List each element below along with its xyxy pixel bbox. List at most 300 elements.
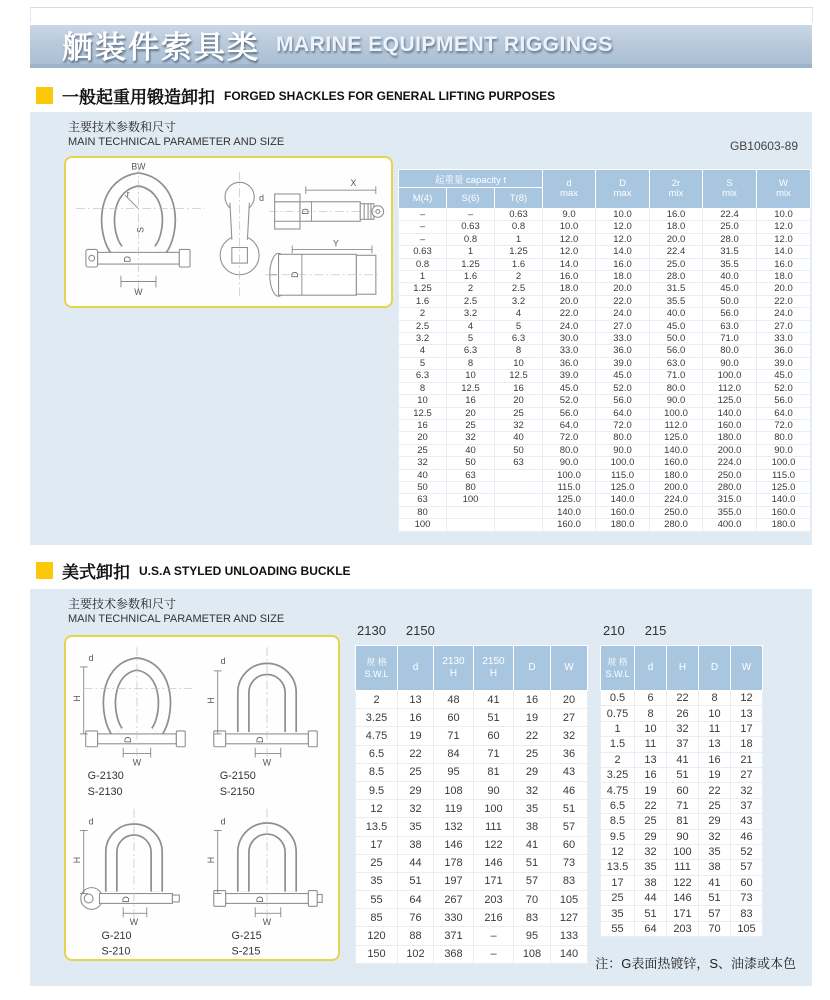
col-2150-h: 2150 H — [474, 646, 514, 691]
table-cell: 4 — [447, 320, 495, 332]
table-cell: 200.0 — [650, 481, 703, 493]
table-cell: 22 — [699, 783, 731, 798]
table-cell: 125.0 — [703, 395, 757, 407]
table-row — [399, 382, 811, 394]
table-cell: 40.0 — [703, 271, 757, 283]
table-cell: 43 — [551, 763, 588, 781]
dim-label-w: W — [262, 757, 272, 768]
table-row — [601, 752, 763, 767]
section2-title-zh: 美式卸扣 — [62, 563, 130, 582]
table-cell: 90.0 — [650, 395, 703, 407]
table-cell: 115.0 — [596, 469, 650, 481]
dim-label-y: Y — [333, 238, 339, 249]
table-cell: 57 — [514, 872, 551, 890]
table-cell: 3.2 — [495, 295, 543, 307]
table-row — [399, 457, 811, 469]
table-cell: 27.0 — [757, 320, 811, 332]
yellow-bullet-icon — [36, 562, 53, 579]
dim-label-w: W — [134, 287, 143, 298]
table-row — [356, 763, 588, 781]
table-cell: 115.0 — [757, 469, 811, 481]
table-cell: 100 — [667, 844, 699, 859]
table-cell: 50.0 — [703, 295, 757, 307]
table-cell: 25 — [514, 745, 551, 763]
dim-label-w: W — [262, 917, 272, 928]
table-cell: 80.0 — [757, 432, 811, 444]
table-cell: 160.0 — [650, 457, 703, 469]
table-cell: 64.0 — [757, 407, 811, 419]
table-cell: 80 — [447, 481, 495, 493]
table-cell: 25 — [399, 444, 447, 456]
table-cell: 38 — [635, 875, 667, 890]
table-cell: 41 — [699, 875, 731, 890]
table2-header — [356, 646, 588, 691]
table-cell: 0.5 — [601, 691, 635, 706]
table-cell: 6.5 — [601, 798, 635, 813]
table-cell: 112.0 — [703, 382, 757, 394]
table-cell: 35.5 — [650, 295, 703, 307]
table-cell: 280.0 — [703, 481, 757, 493]
table-cell: 63 — [447, 469, 495, 481]
table-row — [356, 691, 588, 709]
table-cell: 12.5 — [495, 370, 543, 382]
table-cell: 3.25 — [601, 767, 635, 782]
table-cell: 100.0 — [596, 457, 650, 469]
table-cell — [495, 519, 543, 531]
table-cell: 90 — [474, 781, 514, 799]
table-row — [399, 407, 811, 419]
table-cell: 38 — [514, 818, 551, 836]
table-row — [601, 829, 763, 844]
table-cell: 102 — [398, 945, 434, 963]
table-cell: 140.0 — [757, 494, 811, 506]
table-cell: 111 — [667, 860, 699, 875]
table-cell: 1 — [447, 246, 495, 258]
table-row — [601, 906, 763, 921]
table-cell: 180.0 — [703, 432, 757, 444]
page-frame — [30, 7, 813, 22]
table-row — [399, 308, 811, 320]
col-d: d — [398, 646, 434, 691]
table-cell: 45.0 — [596, 370, 650, 382]
table-cell: 90.0 — [703, 357, 757, 369]
table-cell: 10 — [447, 370, 495, 382]
table-cell: 1 — [399, 271, 447, 283]
table-row — [601, 691, 763, 706]
table-cell: 20 — [447, 407, 495, 419]
table-cell: 6.3 — [495, 333, 543, 345]
table-row — [399, 395, 811, 407]
table-cell: 133 — [551, 927, 588, 945]
table-cell: 0.8 — [447, 233, 495, 245]
table-cell: 19 — [635, 783, 667, 798]
table-cell: 38 — [699, 860, 731, 875]
table-cell: 2 — [356, 691, 398, 709]
table-cell: 12.5 — [447, 382, 495, 394]
table-cell: 52.0 — [757, 382, 811, 394]
bow-shackle-front-drawing — [86, 162, 190, 298]
table-cell: 100 — [447, 494, 495, 506]
table-cell — [495, 506, 543, 518]
table-cell: 16 — [447, 395, 495, 407]
table-cell: – — [399, 233, 447, 245]
table-cell: 11 — [635, 737, 667, 752]
table-cell: 36.0 — [596, 345, 650, 357]
table-cell: 9.5 — [356, 781, 398, 799]
table-cell: 50 — [399, 481, 447, 493]
table-row — [399, 271, 811, 283]
table-cell: 45.0 — [543, 382, 596, 394]
table-cell: 51 — [699, 891, 731, 906]
table-cell: 315.0 — [703, 494, 757, 506]
table-cell: 12 — [601, 844, 635, 859]
table-cell: 18.0 — [543, 283, 596, 295]
table-row — [356, 745, 588, 763]
table-row — [601, 814, 763, 829]
table-cell: 35 — [635, 860, 667, 875]
table-row — [399, 345, 811, 357]
col-W-mix: W mix — [757, 170, 811, 209]
table-cell: 56.0 — [757, 395, 811, 407]
pin-drawing — [270, 239, 376, 297]
table-cell: 35 — [514, 800, 551, 818]
table-cell: 1.5 — [601, 737, 635, 752]
table-cell: 22 — [635, 798, 667, 813]
table-row — [356, 818, 588, 836]
col-d: d — [635, 646, 667, 691]
table-cell: 20 — [551, 691, 588, 709]
table-cell: 12.0 — [596, 233, 650, 245]
table2-body — [356, 691, 588, 964]
dim-label-w: W — [129, 917, 139, 928]
table-cell: 32 — [495, 419, 543, 431]
table-cell: 10.0 — [757, 209, 811, 221]
table-cell: 171 — [474, 872, 514, 890]
table-cell: 16.0 — [650, 209, 703, 221]
table-cell: 71 — [434, 727, 474, 745]
table-cell: 10 — [699, 706, 731, 721]
table-cell: 56.0 — [596, 395, 650, 407]
table-cell — [495, 469, 543, 481]
table-cell: 146 — [667, 891, 699, 906]
table-cell: 57 — [699, 906, 731, 921]
table-row — [356, 781, 588, 799]
table-cell: 32 — [399, 457, 447, 469]
table-cell: 25 — [601, 891, 635, 906]
table-cell: 140.0 — [543, 506, 596, 518]
table-cell: 2.5 — [399, 320, 447, 332]
table-cell: 20.0 — [596, 283, 650, 295]
table-cell: 71 — [474, 745, 514, 763]
table-row — [601, 844, 763, 859]
table-row — [399, 221, 811, 233]
table-cell: 24.0 — [596, 308, 650, 320]
table-cell: 44 — [398, 854, 434, 872]
table-cell: 56.0 — [543, 407, 596, 419]
model-caption: S-215 — [231, 945, 261, 955]
table-cell: 24.0 — [543, 320, 596, 332]
table-cell — [495, 494, 543, 506]
table-cell: – — [399, 209, 447, 221]
table-cell: 216 — [474, 909, 514, 927]
table-cell: 45.0 — [703, 283, 757, 295]
table-cell: 90.0 — [596, 444, 650, 456]
table-cell: 20.0 — [757, 283, 811, 295]
table-row — [356, 836, 588, 854]
table-cell: 125.0 — [757, 481, 811, 493]
table-cell: 50 — [495, 444, 543, 456]
dim-label-d-pin: D — [122, 256, 133, 263]
usa-buckle-table-210-215 — [600, 645, 763, 937]
table-cell: 0.63 — [495, 209, 543, 221]
table-cell: 16 — [495, 382, 543, 394]
table-cell: 8 — [495, 345, 543, 357]
table-cell: 8.5 — [356, 763, 398, 781]
table-cell: 111 — [474, 818, 514, 836]
table-cell: 0.8 — [495, 221, 543, 233]
col-2130-h: 2130 H — [434, 646, 474, 691]
table-cell: 8 — [635, 706, 667, 721]
table-cell: 63 — [399, 494, 447, 506]
table-cell: 250.0 — [703, 469, 757, 481]
table-cell: 203 — [474, 891, 514, 909]
table-cell: 25 — [398, 763, 434, 781]
table-cell: 13.5 — [356, 818, 398, 836]
param-caption-en: MAIN TECHNICAL PARAMETER AND SIZE — [68, 613, 285, 625]
table-cell: 37 — [731, 798, 763, 813]
table-row — [399, 494, 811, 506]
col-S-mix: S mix — [703, 170, 757, 209]
col-w: W — [551, 646, 588, 691]
dim-label-d-small: d — [259, 192, 264, 203]
g2130-drawing — [72, 647, 192, 798]
dim-label-h: H — [205, 856, 216, 864]
table-cell: 29 — [635, 829, 667, 844]
table-cell: 100 — [399, 519, 447, 531]
table-cell: 52.0 — [596, 382, 650, 394]
table-cell: 6.3 — [447, 345, 495, 357]
table-cell: 80.0 — [703, 345, 757, 357]
table-row — [399, 469, 811, 481]
table-cell: 10.0 — [543, 221, 596, 233]
table-cell: 90.0 — [757, 444, 811, 456]
col-s6: S(6) — [447, 188, 495, 209]
table-cell: 45.0 — [650, 320, 703, 332]
g2150-drawing — [206, 647, 317, 798]
table-cell: 368 — [434, 945, 474, 963]
table-cell: 80 — [399, 506, 447, 518]
table3-model-tags — [603, 623, 686, 638]
dim-label-s: S — [135, 227, 146, 233]
capacity-group-header: 起重量 capacity t — [399, 170, 543, 188]
table-cell: 12.0 — [596, 221, 650, 233]
table-cell: 35 — [398, 818, 434, 836]
table-cell: 73 — [551, 854, 588, 872]
table-cell: 29 — [398, 781, 434, 799]
dim-label-d-pin2: D — [290, 271, 301, 278]
table-cell: 25.0 — [703, 221, 757, 233]
table-cell: 18.0 — [596, 271, 650, 283]
table-cell: 3.25 — [356, 709, 398, 727]
table-cell: 51 — [551, 800, 588, 818]
model-caption: G-2130 — [87, 770, 124, 783]
model-caption: G-210 — [101, 929, 132, 942]
table-cell: 46 — [551, 781, 588, 799]
table-cell: 55 — [356, 891, 398, 909]
table-cell: 80.0 — [596, 432, 650, 444]
section2-panel — [30, 589, 812, 986]
dim-label-d: d — [220, 816, 226, 827]
model-caption: S-2130 — [87, 786, 123, 799]
table-cell: 150 — [356, 945, 398, 963]
table-cell: 1.25 — [447, 258, 495, 270]
table-cell: 108 — [514, 945, 551, 963]
model-caption: G-2150 — [219, 770, 256, 783]
table-cell: 12.5 — [399, 407, 447, 419]
table-cell: 330 — [434, 909, 474, 927]
table-cell: 50.0 — [650, 333, 703, 345]
table-cell: 140.0 — [650, 444, 703, 456]
table-cell: 14.0 — [757, 246, 811, 258]
table-cell: 8.5 — [601, 814, 635, 829]
table-cell: 60 — [434, 709, 474, 727]
table-cell: 70 — [699, 921, 731, 936]
table-cell: 0.63 — [447, 221, 495, 233]
table-cell: 22 — [667, 691, 699, 706]
table-row — [399, 419, 811, 431]
param-caption-zh: 主要技术参数和尺寸 — [68, 120, 177, 134]
table-row — [399, 283, 811, 295]
table-cell: – — [447, 209, 495, 221]
table-cell: 16 — [699, 752, 731, 767]
table-cell: 140.0 — [596, 494, 650, 506]
table-cell: 6 — [635, 691, 667, 706]
section1-param-caption — [68, 119, 284, 150]
table-cell: 19 — [514, 709, 551, 727]
dim-label-h: H — [71, 856, 82, 864]
col-swl: 规 格 S.W.L — [356, 646, 398, 691]
table-cell: 20 — [399, 432, 447, 444]
table-cell: 100.0 — [650, 407, 703, 419]
table-cell: 40 — [399, 469, 447, 481]
table-cell: 26 — [667, 706, 699, 721]
model-caption: S-210 — [101, 945, 131, 955]
table-cell: 2.5 — [447, 295, 495, 307]
model-tag: 2150 — [405, 623, 435, 638]
table-cell: 160.0 — [703, 419, 757, 431]
table-row — [399, 258, 811, 270]
table-cell: 178 — [434, 854, 474, 872]
dim-label-h: H — [205, 697, 216, 704]
table-cell: 100.0 — [757, 457, 811, 469]
col-m4: M(4) — [399, 188, 447, 209]
table-cell: 63.0 — [650, 357, 703, 369]
table-row — [399, 432, 811, 444]
table-cell: 17 — [601, 875, 635, 890]
dim-label-r: r — [126, 188, 130, 199]
table-cell: 70 — [514, 891, 551, 909]
table-cell: 32 — [667, 721, 699, 736]
table-cell: 105 — [551, 891, 588, 909]
col-2r-mix: 2r mix — [650, 170, 703, 209]
dim-label-w: W — [132, 757, 142, 768]
table-cell: 76 — [398, 909, 434, 927]
table-cell: 57 — [731, 860, 763, 875]
table-cell: 35.5 — [703, 258, 757, 270]
model-caption: G-215 — [231, 929, 262, 942]
table-cell: 31.5 — [650, 283, 703, 295]
table-cell: 25 — [495, 407, 543, 419]
table-row — [356, 709, 588, 727]
table-cell: 73 — [731, 891, 763, 906]
table-cell: 27 — [551, 709, 588, 727]
dim-label-d: d — [88, 653, 94, 664]
table-cell: 41 — [667, 752, 699, 767]
table-cell: 13 — [635, 752, 667, 767]
table-cell: 39.0 — [757, 357, 811, 369]
table-cell: 0.63 — [399, 246, 447, 258]
table-cell: 84 — [434, 745, 474, 763]
shackle-technical-drawing-1 — [64, 156, 393, 308]
shackle-technical-drawing-2 — [64, 635, 340, 961]
table-row — [399, 506, 811, 518]
table-cell: 250.0 — [650, 506, 703, 518]
table-cell: 3.2 — [447, 308, 495, 320]
table-cell: 63 — [495, 457, 543, 469]
param-caption-zh: 主要技术参数和尺寸 — [68, 597, 177, 611]
table-cell: 160.0 — [596, 506, 650, 518]
table-cell: 8 — [699, 691, 731, 706]
table-cell: 35 — [699, 844, 731, 859]
table-cell: 13 — [699, 737, 731, 752]
table-cell: 60 — [551, 836, 588, 854]
table-cell: 4.75 — [356, 727, 398, 745]
table-cell: 90 — [667, 829, 699, 844]
table-cell: 39.0 — [596, 357, 650, 369]
table-cell: 22 — [398, 745, 434, 763]
table-row — [399, 209, 811, 221]
table-row — [399, 357, 811, 369]
table-cell: 32 — [514, 781, 551, 799]
col-h: H — [667, 646, 699, 691]
table-cell: 64.0 — [596, 407, 650, 419]
model-tag: 2130 — [357, 623, 386, 638]
table-cell: 112.0 — [650, 419, 703, 431]
table-cell: 105 — [731, 921, 763, 936]
g215-drawing — [206, 809, 322, 955]
table-cell: 355.0 — [703, 506, 757, 518]
table-cell: 64 — [398, 891, 434, 909]
table-cell: 40 — [495, 432, 543, 444]
col-swl: 规 格 S.W.L — [601, 646, 635, 691]
table-cell: 2.5 — [495, 283, 543, 295]
section1-title-en: FORGED SHACKLES FOR GENERAL LIFTING PURPOSES — [224, 88, 556, 103]
dim-label-h: H — [71, 695, 82, 702]
table-cell: 81 — [667, 814, 699, 829]
table-cell: 35 — [601, 906, 635, 921]
table-row — [356, 872, 588, 890]
table-cell: 1.6 — [495, 258, 543, 270]
table3-body — [601, 691, 763, 937]
table-cell: 90.0 — [543, 457, 596, 469]
table-row — [601, 706, 763, 721]
table-cell: 146 — [434, 836, 474, 854]
table-cell: 56.0 — [703, 308, 757, 320]
table-cell: 16.0 — [757, 258, 811, 270]
table-cell: 6.3 — [399, 370, 447, 382]
table-cell: 17 — [731, 721, 763, 736]
table-cell: 140.0 — [703, 407, 757, 419]
